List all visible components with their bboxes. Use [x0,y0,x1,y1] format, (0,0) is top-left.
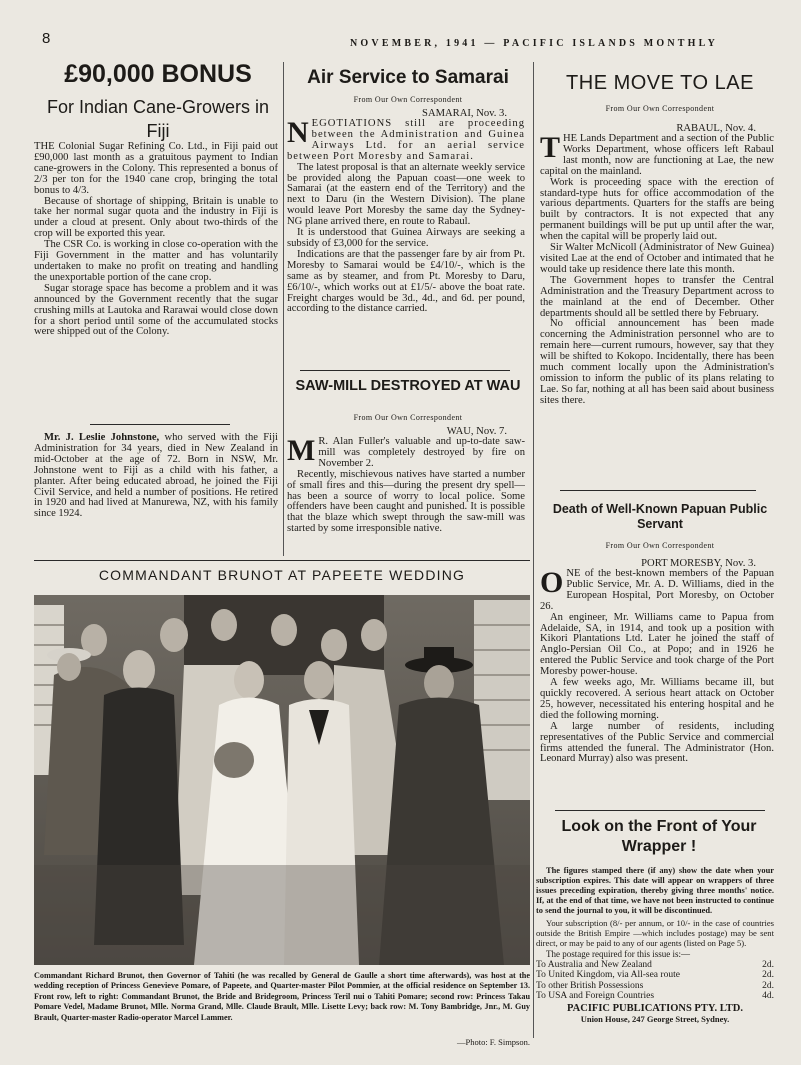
sawmill-byline: From Our Own Correspondent [353,413,463,422]
lae-drop-cap: T [540,131,561,164]
photo-credit: —Photo: F. Simpson. [456,1037,530,1047]
lae-lead: HE Lands Department and a section of the Public Works Department, whose officers left Rabaul last month, now are functioning at Lae, the new capital on the mainland. [540,133,774,177]
lae-paragraph: The Government hopes to transfer the Central Administration and the Treasury Department across to the mainland at the end of December. Other departments should all be settled there by February. [540,274,774,319]
samarai-lead: EGOTIATIONS still are proceeding between the Administration and Guinea Airways Ltd. for an aerial service between Port Moresby and Samarai. [287,118,525,162]
wrapper-postage-intro: The postage required for this issue is:— [546,949,690,959]
photo-caption: Commandant Richard Brunot, then Governor of Tahiti (he was recalled by General de Gaulle a short time afterwards), was host at the wedding reception of Princess Genevieve Pomare, of Papeete, and Quarter-master Pilot Pommier, at the official residence on September 13. Front row, left to right: Commandant Brunot, the Bride and Bridegroom, Princess Teril nui o Tahiti Pomare; second row: Princess Takau Pomare Vedel, Madame Brunot, Mlle. Norma Grand, Mlle. Claude Brault, Mlle. Lisette Levy; back row: M. Tony Bambridge, Jnr., M. Guy Brault, Quarter-master Radio-operator Marcel Lammer. [34,971,530,1022]
samarai-drop-cap: N [287,116,309,149]
lae-paragraph: Sir Walter McNicoll (Administrator of New Guinea) visited Lae at the end of October and intimated that he would take up residence there late this month. [540,242,774,275]
postage-rate-value: 2d. [762,980,774,991]
publisher-address: Union House, 247 George Street, Sydney. [580,1013,730,1024]
postage-rate-label: To USA and Foreign Countries [536,991,655,1001]
sawmill-article [287,426,525,554]
publisher-name: PACIFIC PUBLICATIONS PTY. LTD. [567,1002,743,1014]
postage-rate-row [536,970,774,981]
running-title: NOVEMBER, 1941 — PACIFIC ISLANDS MONTHLY [350,38,719,49]
lae-byline: From Our Own Correspondent [605,104,715,113]
bonus-paragraph: Sugar storage space has become a problem and it was announced by the Government recently that the sugar crushing mills at Lautoka and Rarawai would close down for a short period until some of the accumulated stocks were shipped out of the Colony. [34,282,278,338]
williams-byline: From Our Own Correspondent [605,541,715,550]
sawmill-drop-cap: M [287,434,316,467]
photo-headline: COMMANDANT BRUNOT AT PAPEETE WEDDING [98,567,466,583]
postage-rate-row [536,981,774,992]
samarai-headline: Air Service to Samarai [307,67,509,88]
samarai-article [287,108,525,365]
postage-rate-label: To Australia and New Zealand [536,959,652,970]
williams-dateline: PORT MORESBY, Nov. 3. [641,558,756,569]
bonus-paragraph: The CSR Co. is working in close co-operation with the Fiji Government in the matter and has voluntarily undertaken to make no profit on treating and handling the unexportable portion of the cane crop. [34,239,278,283]
wedding-photo-illustration [34,595,530,965]
sawmill-top-rule [300,370,510,371]
samarai-paragraph: It is understood that Guinea Airways are seeking a subsidy of £3,000 for the service. [287,227,525,249]
lae-headline: THE MOVE TO LAE [566,72,754,94]
postage-rate-label: To United Kingdom, via All-sea route [536,970,680,980]
wrapper-subscription-text: Your subscription (8/- per annum, or 10/- in the case of countries outside the British Empire —which includes postage) may be sent direct, or may be paid to any of our agents (listed on Page 5). [536,918,774,948]
photo-top-rule [34,560,530,561]
sawmill-dateline: WAU, Nov. 7. [446,426,507,437]
bonus-paragraph: Because of shortage of shipping, Britain is unable to take her normal sugar quota and the industry in Fiji is under a cloud at present. Only about two-thirds of the crop will be exported this year. [34,195,278,240]
column-rule [283,62,284,556]
bonus-headline: £90,000 BONUS [64,60,252,88]
sawmill-paragraph: Recently, mischievous natives have started a number of small fires and this—during the present dry spell—has been a source of worry to local police. Some offenders have been caught and punished. It is possible that the blaze which swept through the saw-mill was started by some irresponsible native. [287,468,525,535]
postage-rate-value: 4d. [762,991,774,1001]
postage-rates-table [536,960,774,1002]
williams-lead: NE of the best-known members of the Papuan Public Service, Mr. A. D. Williams, died in the European Hospital, Port Moresby, on October 26. [540,568,774,612]
postage-rate-value: 2d. [762,970,774,980]
williams-paragraph: A large number of residents, including representatives of the Public Service and commercial firms attended the funeral. The Administrator (Hon. Leonard Murray) also was present. [540,720,774,765]
wrapper-headline: Look on the Front of Your Wrapper ! [561,818,757,855]
williams-headline: Death of Well-Known Papuan Public Servant [552,502,768,531]
williams-paragraph: An engineer, Mr. Williams came to Papua from Adelaide, SA, in 1914, and took up a position with Kikori Plantations Ltd. Later he joined the staff of Anglo-Persian Oil Co., at Popo; and in 1926 he entered the Public Service and took charge of the Port Moresby power-house. [540,611,774,678]
lae-paragraph: Work is proceeding space with the erection of standard-type huts for office accommodation of the various departments. Quarters for the staffs are being built by contractors. It is not expected that any permanent buildings will be put up until after the war, when the capital will be properly laid out. [540,176,774,243]
wrapper-notice [536,866,774,1036]
samarai-dateline: SAMARAI, Nov. 3. [422,108,507,119]
wrapper-top-rule [555,810,765,811]
sawmill-lead: R. Alan Fuller's valuable and up-to-date saw-mill was completely destroyed by fire on November 2. [318,436,525,469]
samarai-paragraph: Indications are that the passenger fare by air from Pt. Moresby to Samarai would be £4/10/-, which is the same as by steamer, and from Pt. Moresby to Daru, £6/10/-, which works out at £1/5/- above the boat rate. Freight charges would be 3d., 4d., and 6d. per pound, according to the distance carried. [287,248,525,315]
williams-paragraph: A few weeks ago, Mr. Williams became ill, but quickly recovered. A serious heart attack on October 25, however, necessitated his entering hospital and he died the following morning. [540,677,774,721]
bonus-subheadline: For Indian Cane-Growers in Fiji [46,97,270,141]
johnstone-name: Mr. J. Leslie Johnstone, [44,433,160,443]
postage-rate-row [536,991,774,1002]
johnstone-obituary [34,433,278,551]
sawmill-headline: SAW-MILL DESTROYED AT WAU [295,378,521,394]
column-rule [533,62,534,1038]
johnstone-text: who served with the Fiji Administration for 34 years, died in New Zealand in mid-October at the age of 72. Born in NSW, Mr. Johnstone went to Fiji as a child with his father, a planter. After being educated abroad, he joined the Fiji Civil Service, and held a number of positions. He retired in 1920 and had lived at Manurewa, NZ, with his family since 1924. [34,433,278,520]
page-number: 8 [42,30,51,47]
postage-rate-value: 2d. [762,959,774,970]
williams-drop-cap: O [540,566,564,599]
wedding-photograph [34,595,530,965]
williams-top-rule [560,490,756,491]
samarai-byline: From Our Own Correspondent [353,95,463,104]
postage-rate-row [536,960,774,971]
lae-article [540,123,774,485]
bonus-divider [90,424,230,425]
lae-dateline: RABAUL, Nov. 4. [676,123,756,134]
wrapper-notice-text: The figures stamped there (if any) show the date when your subscription expires. This date will appear on wrappers of three issues preceding expiration, thereby giving three months' notice. If, at the end of that time, we have not been instructed to continue to send the journal to you, it will be discontinued. [536,866,774,915]
postage-rate-label: To other British Possessions [536,980,644,991]
williams-article [540,558,774,804]
lae-paragraph: No official announcement has been made concerning the Administration personnel who are to remain here—current rumours, however, say that they will be shifted to Kokopo. Incidentally, there has been much comment locally upon the Administration's omission to inform the public of its plans relating to Lae. So far, nothing at all has been said about business sites there. [540,318,774,406]
bonus-article [34,142,278,418]
samarai-paragraph: The latest proposal is that an alternate weekly service be provided along the Papuan coast—one week to Samarai (at the eastern end of the Territory) and the next to Daru (in the Western Division). The plane would leave Port Moresby the same day the Sydney-NG plane arrived there, en route to Rabaul. [287,161,525,228]
bonus-paragraph: THE Colonial Sugar Refining Co. Ltd., in Fiji paid out £90,000 last month as a gratuitous payment to Indian cane-growers in the Colony. This represented a bonus of 2/3 per ton for the 1940 cane crop, bringing the total bonus to 4/3. [34,142,278,196]
